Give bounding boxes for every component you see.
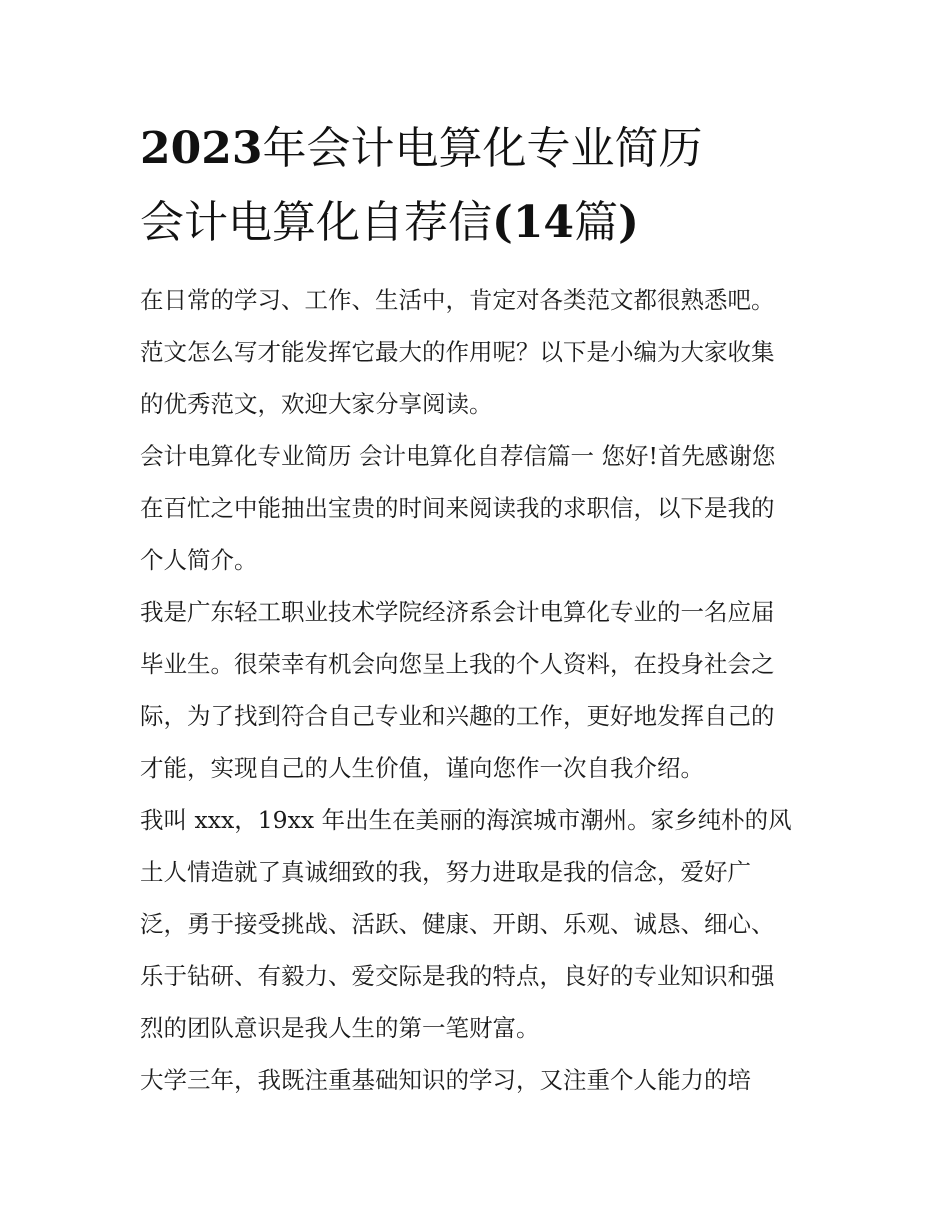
paragraph-line: 才能，实现自己的人生价值，谨向您作一次自我介绍。 [140, 754, 704, 782]
paragraph-line: 会计电算化专业简历 会计电算化自荐信篇一 您好!首先感谢您 [140, 442, 776, 470]
paragraph-line: 大学三年，我既注重基础知识的学习，又注重个人能力的培 [140, 1066, 751, 1094]
paragraph-line: 我是广东轻工职业技术学院经济系会计电算化专业的一名应届 [140, 598, 775, 626]
document-body [140, 274, 820, 1106]
title-close-paren: ) [618, 197, 639, 248]
paragraph-university [140, 1054, 820, 1106]
title-count: (14 [492, 197, 575, 248]
paragraph-intro [140, 274, 820, 430]
paragraph-line: 际，为了找到符合自己专业和兴趣的工作，更好地发挥自己的 [140, 702, 775, 730]
paragraph-line: 在百忙之中能抽出宝贵的时间来阅读我的求职信，以下是我的 [140, 494, 775, 522]
paragraph-line: 土人情造就了真诚细致的我，努力进取是我的信念，爱好广 [140, 858, 751, 886]
paragraph-line: 范文怎么写才能发挥它最大的作用呢？以下是小编为大家收集 [140, 338, 775, 366]
title-line-1 [140, 112, 820, 186]
paragraph-greeting [140, 430, 820, 586]
paragraph-line: 的优秀范文，欢迎大家分享阅读。 [140, 390, 493, 418]
paragraph-line: 毕业生。很荣幸有机会向您呈上我的个人资料，在投身社会之 [140, 650, 775, 678]
paragraph-line: 我叫 xxx，19xx 年出生在美丽的海滨城市潮州。家乡纯朴的风 [140, 806, 792, 834]
paragraph-line: 泛，勇于接受挑战、活跃、健康、开朗、乐观、诚恳、细心、 [140, 910, 775, 938]
title-line-2-text: 会计电算化自荐信 [140, 197, 492, 248]
paragraph-self-intro [140, 586, 820, 794]
document-title [140, 112, 820, 260]
title-line-2 [140, 186, 820, 260]
paragraph-line: 乐于钻研、有毅力、爱交际是我的特点，良好的专业知识和强 [140, 962, 775, 990]
paragraph-line: 在日常的学习、工作、生活中，肯定对各类范文都很熟悉吧。 [140, 286, 775, 314]
title-count-unit: 篇 [574, 197, 619, 248]
title-year: 2023 [140, 123, 263, 174]
paragraph-personal [140, 794, 820, 1054]
title-line-1-text: 年会计电算化专业简历 [262, 123, 703, 174]
paragraph-line: 个人简介。 [140, 546, 258, 574]
paragraph-line: 烈的团队意识是我人生的第一笔财富。 [140, 1014, 540, 1042]
